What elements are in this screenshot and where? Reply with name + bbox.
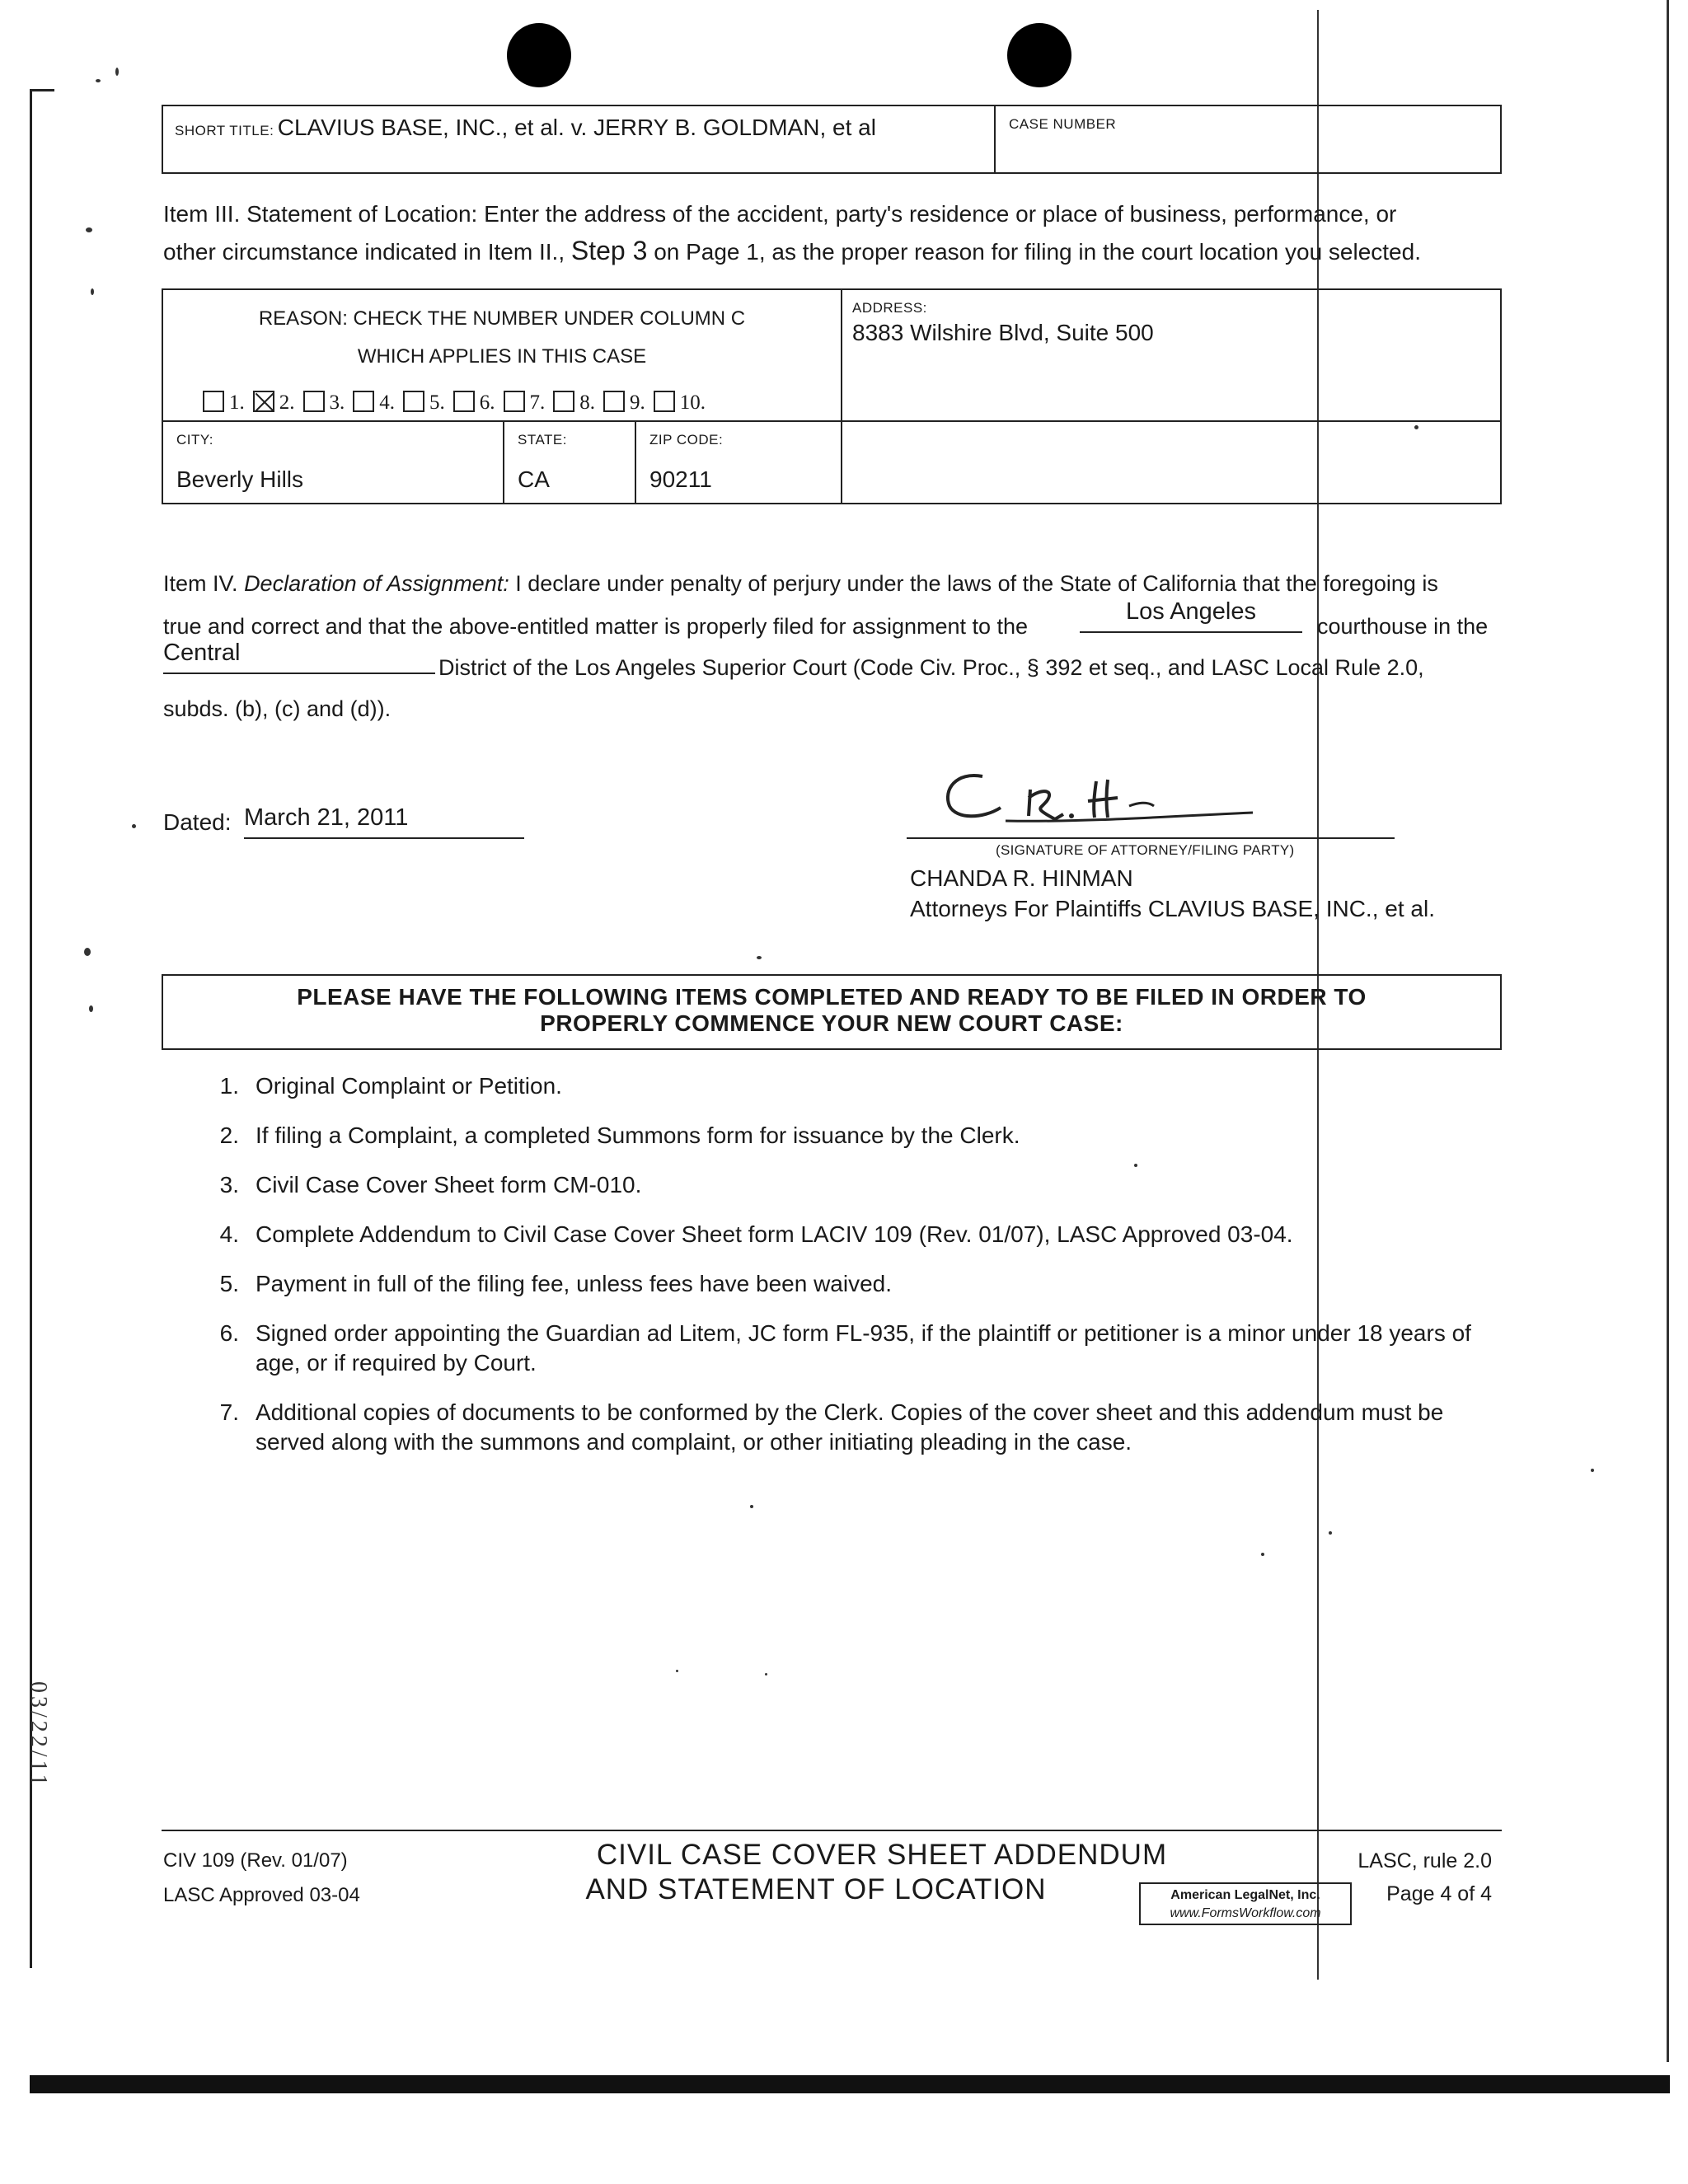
- dated-label: Dated:: [163, 809, 232, 835]
- reason-option-4[interactable]: [353, 391, 395, 415]
- list-item-text: Payment in full of the filing fee, unless fees have been waived.: [256, 1271, 893, 1296]
- item4-line4: subds. (b), (c) and (d)).: [163, 696, 392, 721]
- reason-line1: REASON: CHECK THE NUMBER UNDER COLUMN C: [258, 307, 746, 330]
- case-number-label: CASE NUMBER: [1009, 116, 1117, 132]
- checkbox-icon[interactable]: [353, 391, 374, 412]
- list-item-text: Complete Addendum to Civil Case Cover Sheet form LACIV 109 (Rev. 01/07), LASC Approved 03-04.: [256, 1221, 1293, 1247]
- district-field[interactable]: Central: [163, 640, 435, 674]
- footer-title: [528, 1838, 1236, 1907]
- checkbox-icon[interactable]: [303, 391, 325, 412]
- reason-option-1[interactable]: [203, 391, 245, 415]
- notice-line1: PLEASE HAVE THE FOLLOWING ITEMS COMPLETED AND READY TO BE FILED IN ORDER TO: [297, 984, 1367, 1010]
- reason-option-label: 2.: [279, 391, 295, 414]
- address-label: ADDRESS:: [852, 300, 927, 316]
- requirements-list: [198, 1071, 1517, 1477]
- list-item-number: 3.: [219, 1172, 239, 1197]
- checkbox-icon[interactable]: [603, 391, 625, 412]
- punch-hole-left: [507, 23, 571, 87]
- reason-option-label: 6.: [479, 391, 495, 414]
- notice-line2: PROPERLY COMMENCE YOUR NEW COURT CASE:: [540, 1010, 1123, 1036]
- scan-speck: [91, 288, 94, 295]
- list-item: [198, 1121, 1517, 1151]
- state-value[interactable]: CA: [518, 466, 550, 492]
- reason-option-5[interactable]: [403, 391, 445, 415]
- reason-option-label: 1.: [229, 391, 245, 414]
- footer-rule: [162, 1830, 1502, 1831]
- list-item: [198, 1319, 1517, 1378]
- short-title-box: [162, 105, 1502, 174]
- scan-speck: [89, 1005, 93, 1012]
- short-title: [175, 115, 876, 141]
- item3-intro-pre: other circumstance indicated in Item II.,: [163, 239, 565, 265]
- scan-speck: [132, 824, 136, 828]
- reason-option-9[interactable]: [603, 391, 645, 415]
- reason-option-label: 8.: [579, 391, 595, 414]
- item3-intro-line2: [163, 236, 1421, 266]
- row-divider: [163, 420, 1500, 422]
- reason-address-divider: [841, 290, 842, 503]
- checkbox-icon[interactable]: [504, 391, 525, 412]
- checkbox-icon[interactable]: [203, 391, 224, 412]
- reason-option-label: 4.: [379, 391, 395, 414]
- dated-field[interactable]: March 21, 2011: [244, 804, 524, 839]
- scan-speck: [96, 79, 101, 82]
- list-item-number: 5.: [219, 1271, 239, 1296]
- reason-option-label: 5.: [429, 391, 445, 414]
- list-item-number: 4.: [219, 1221, 239, 1247]
- scan-speck: [1134, 1164, 1137, 1167]
- margin-date-stamp: 03/22/11: [26, 1681, 51, 1789]
- checkbox-icon[interactable]: [403, 391, 424, 412]
- item4-text: I declare under penalty of perjury under the laws of the State of California that the foregoing is: [515, 571, 1438, 596]
- item3-intro-post: on Page 1, as the proper reason for filing in the court location you selected.: [654, 239, 1421, 265]
- list-item-number: 6.: [219, 1320, 239, 1346]
- checkbox-checked-icon[interactable]: [253, 391, 274, 412]
- list-item-text: Additional copies of documents to be conformed by the Clerk. Copies of the cover sheet and this addendum must be served along with the summons and complaint, or other initiating pleading in the case.: [256, 1399, 1444, 1455]
- checkbox-icon[interactable]: [654, 391, 675, 412]
- item4-line2-post: courthouse in the: [1317, 614, 1489, 639]
- case-number-divider: [994, 106, 996, 172]
- reason-option-10[interactable]: [654, 391, 706, 415]
- scan-speck: [1261, 1553, 1264, 1556]
- footer-form-id: CIV 109 (Rev. 01/07): [163, 1849, 348, 1872]
- notice-box: [162, 974, 1502, 1050]
- list-item-text: If filing a Complaint, a completed Summons form for issuance by the Clerk.: [256, 1122, 1020, 1148]
- short-title-label: SHORT TITLE:: [175, 123, 274, 138]
- list-item: [198, 1170, 1517, 1200]
- vendor-line1: American LegalNet, Inc.: [1170, 1888, 1320, 1902]
- location-table: [162, 288, 1502, 504]
- item4-line3-post: District of the Los Angeles Superior Court (Code Civ. Proc., § 392 et seq., and LASC Local Rule 2.0,: [438, 655, 1424, 680]
- scan-speck: [750, 1505, 753, 1508]
- reason-options: [203, 391, 714, 415]
- footer-rule-ref: LASC, rule 2.0: [1357, 1849, 1492, 1872]
- reason-option-label: 7.: [529, 391, 546, 414]
- reason-option-label: 9.: [630, 391, 645, 414]
- reason-option-3[interactable]: [303, 391, 345, 415]
- zip-label: ZIP CODE:: [649, 432, 724, 448]
- scan-speck: [86, 227, 92, 232]
- page-edge-right: [1667, 0, 1669, 2062]
- reason-option-2[interactable]: [253, 391, 295, 415]
- list-item-number: 1.: [219, 1073, 239, 1099]
- checkbox-icon[interactable]: [453, 391, 475, 412]
- scan-speck: [757, 956, 762, 959]
- footer-approved: LASC Approved 03-04: [163, 1884, 360, 1906]
- item4-label: Item IV.: [163, 571, 238, 596]
- list-item-number: 7.: [219, 1399, 239, 1425]
- list-item-text: Civil Case Cover Sheet form CM-010.: [256, 1172, 642, 1197]
- scan-edge-mark-top: [30, 89, 54, 91]
- footer-title-line1: CIVIL CASE COVER SHEET ADDENDUM: [596, 1839, 1168, 1871]
- signature-caption: (SIGNATURE OF ATTORNEY/FILING PARTY): [996, 842, 1295, 858]
- reason-option-7[interactable]: [504, 391, 546, 415]
- attorney-name: CHANDA R. HINMAN: [910, 865, 1133, 891]
- city-label: CITY:: [176, 432, 214, 448]
- vendor-line2: www.FormsWorkflow.com: [1170, 1906, 1321, 1920]
- reason-line2: WHICH APPLIES IN THIS CASE: [357, 345, 647, 368]
- reason-option-label: 10.: [679, 391, 706, 414]
- list-item: [198, 1071, 1517, 1101]
- address-value[interactable]: 8383 Wilshire Blvd, Suite 500: [852, 320, 1154, 345]
- list-item-number: 2.: [219, 1122, 239, 1148]
- courthouse-field[interactable]: Los Angeles: [1080, 598, 1302, 633]
- list-item-text: Original Complaint or Petition.: [256, 1073, 562, 1099]
- state-zip-divider: [635, 420, 636, 503]
- scan-speck: [1414, 425, 1418, 429]
- list-item: [198, 1269, 1517, 1299]
- zip-value[interactable]: 90211: [649, 466, 712, 492]
- attorney-role: Attorneys For Plaintiffs CLAVIUS BASE, INC., et al.: [910, 896, 1435, 921]
- scan-speck: [676, 1670, 678, 1672]
- list-item: [198, 1220, 1517, 1249]
- city-value[interactable]: Beverly Hills: [176, 466, 304, 492]
- scan-speck: [765, 1673, 767, 1675]
- item3-intro-line1: Item III. Statement of Location: Enter the address of the accident, party's residence or place of business, performance, or: [163, 201, 1397, 227]
- list-item-text: Signed order appointing the Guardian ad Litem, JC form FL-935, if the plaintiff or petitioner is a minor under 18 years of age, or if required by Court.: [256, 1320, 1471, 1376]
- item4-line2-pre: true and correct and that the above-entitled matter is properly filed for assignment to the: [163, 614, 1029, 639]
- footer-title-line2: AND STATEMENT OF LOCATION: [585, 1873, 1047, 1905]
- short-title-value: CLAVIUS BASE, INC., et al. v. JERRY B. GOLDMAN, et al: [277, 115, 876, 140]
- reason-option-8[interactable]: [553, 391, 595, 415]
- checkbox-icon[interactable]: [553, 391, 574, 412]
- state-label: STATE:: [518, 432, 567, 448]
- signature-line: [907, 837, 1395, 839]
- scan-bottom-bar: [30, 2075, 1670, 2093]
- list-item: [198, 1398, 1517, 1457]
- scan-speck: [1591, 1469, 1594, 1472]
- scan-speck: [115, 68, 119, 76]
- scan-speck: [84, 948, 91, 956]
- punch-hole-right: [1007, 23, 1071, 87]
- vendor-box: [1139, 1882, 1352, 1925]
- scan-speck: [1329, 1531, 1332, 1535]
- item3-intro-step: Step 3: [570, 236, 648, 265]
- signature-image: [931, 765, 1261, 831]
- city-state-divider: [503, 420, 504, 503]
- reason-instructions: [163, 300, 841, 376]
- reason-option-6[interactable]: [453, 391, 495, 415]
- reason-option-label: 3.: [329, 391, 345, 414]
- item4-italic: Declaration of Assignment:: [244, 571, 509, 596]
- footer-page: Page 4 of 4: [1386, 1882, 1492, 1905]
